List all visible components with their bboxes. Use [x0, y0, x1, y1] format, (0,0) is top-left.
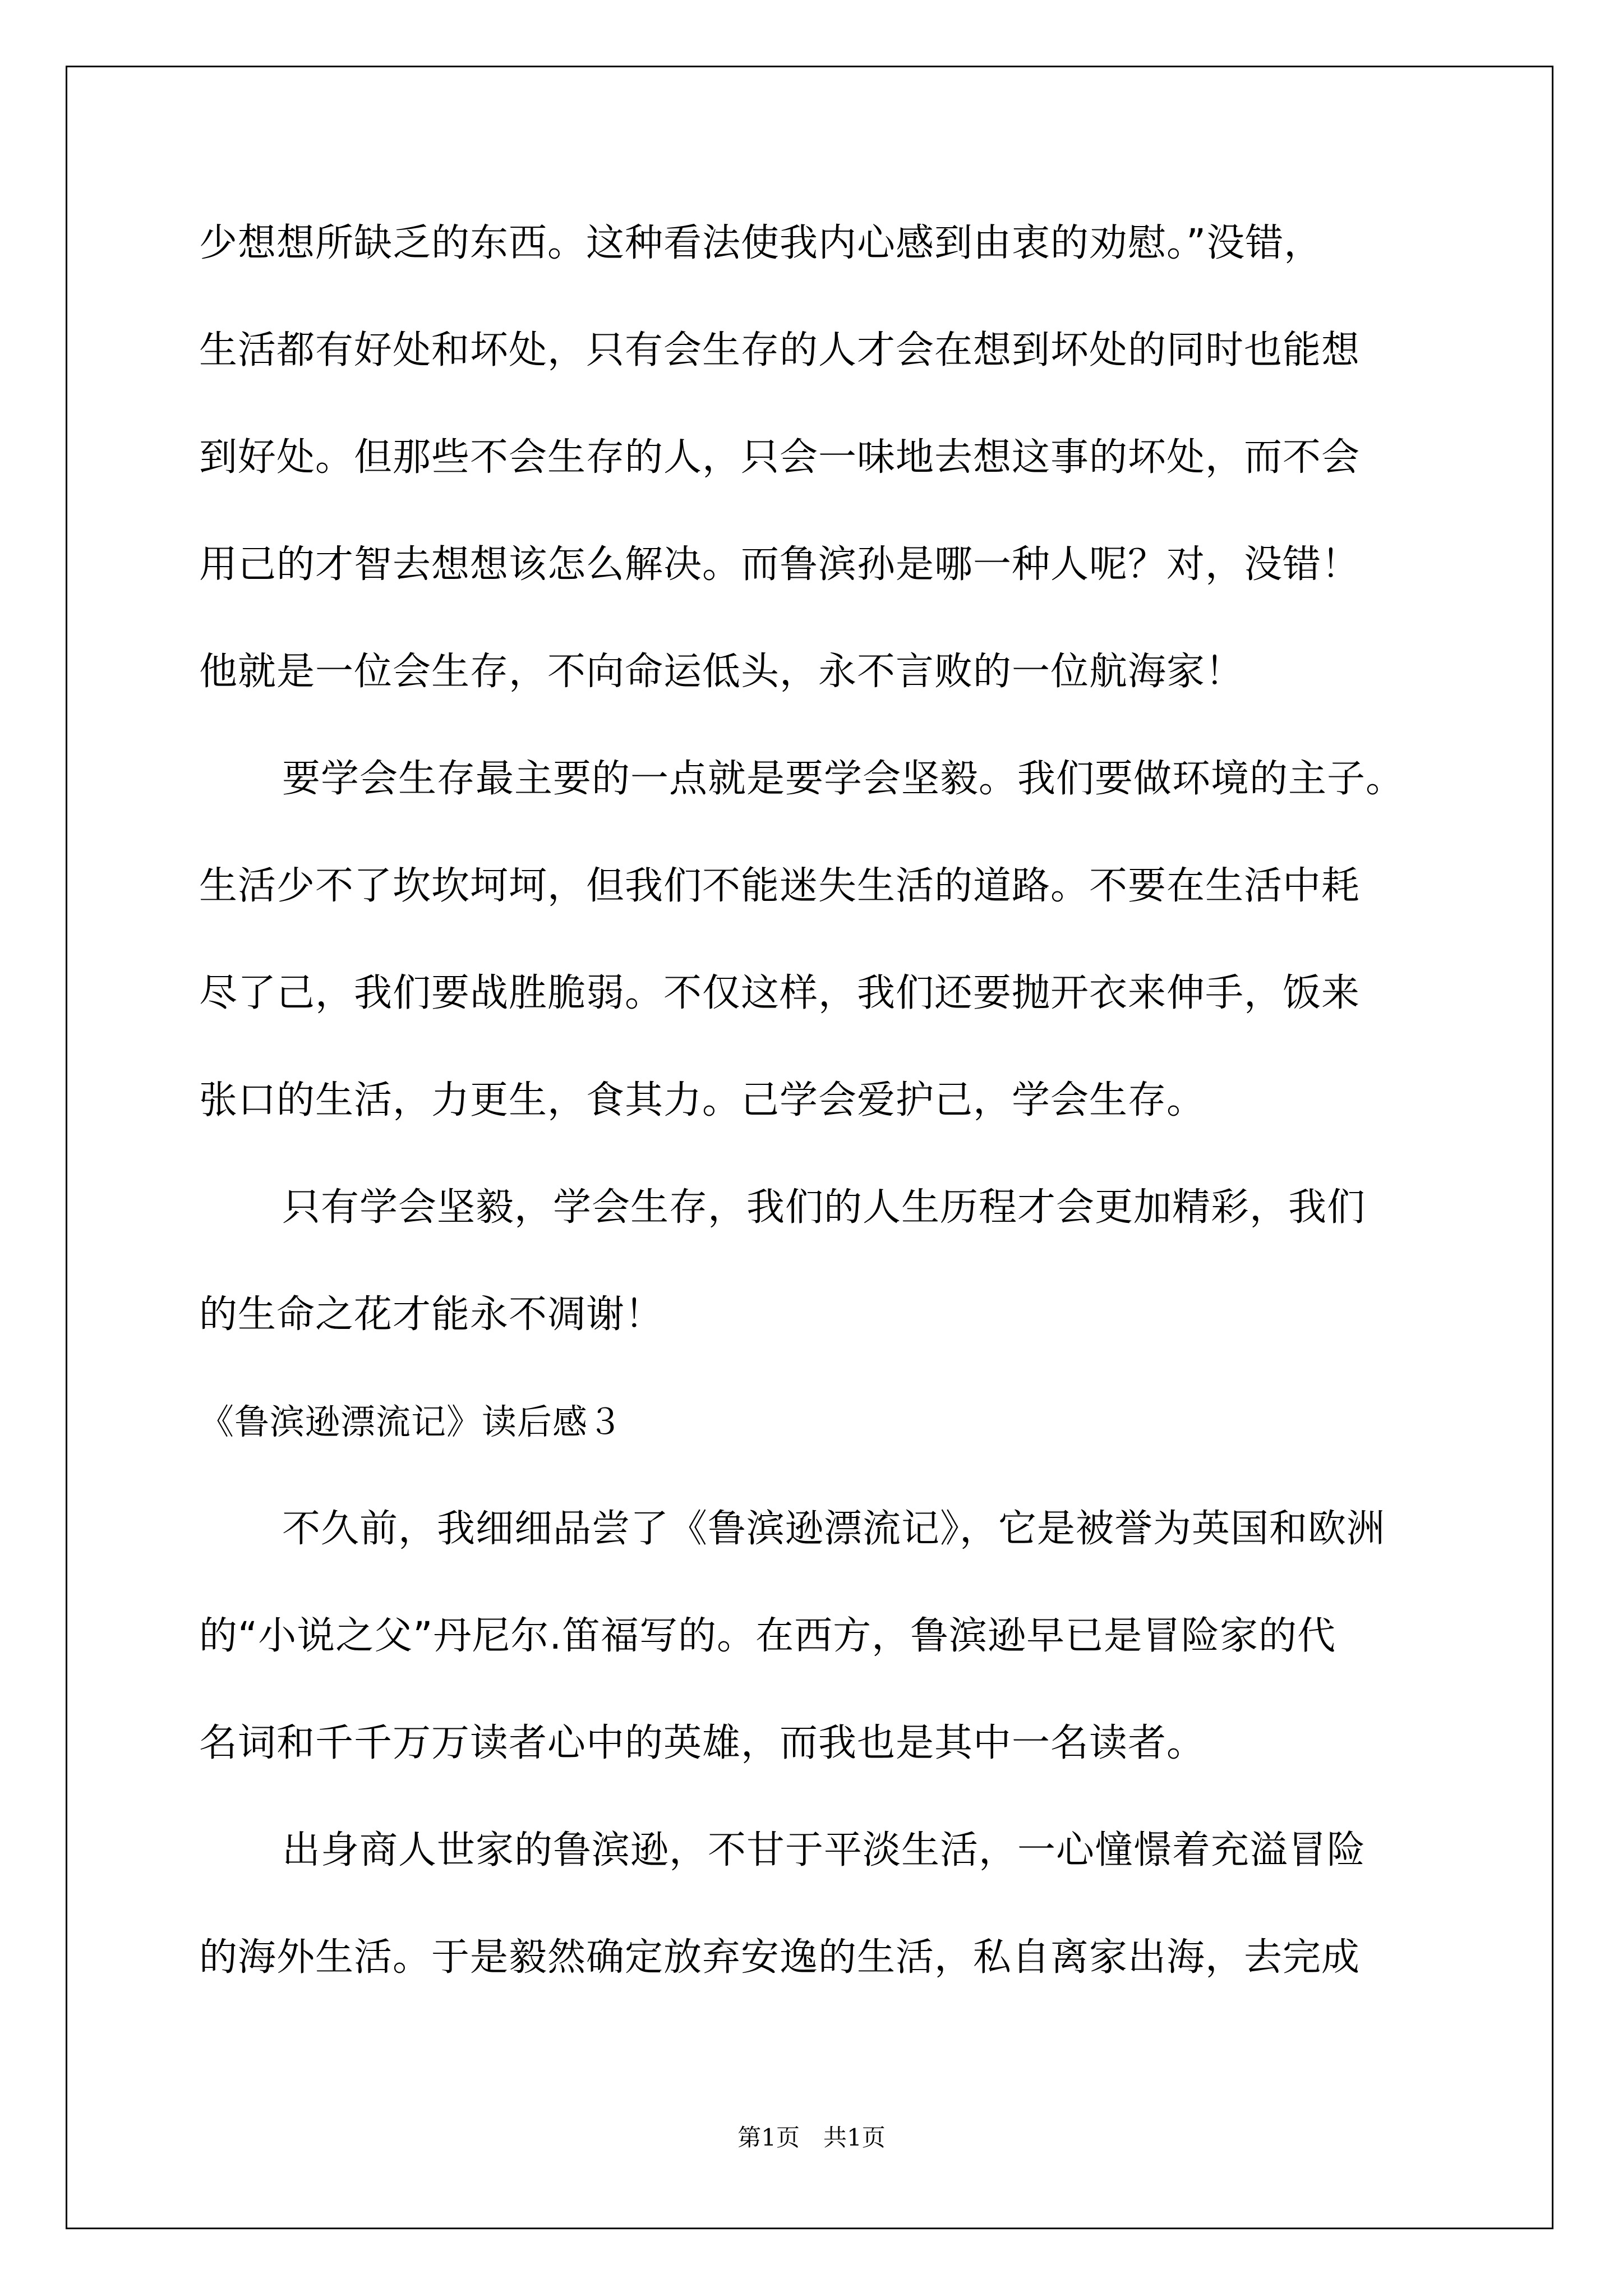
paragraph-start-line: 出身商人世家的鲁滨逊，不甘于平淡生活，一心憧憬着充溢冒险	[282, 1828, 1366, 1872]
text-line: 张口的生活，力更生，食其力。己学会爱护己，学会生存。	[199, 1078, 1206, 1122]
text-line: 名词和千千万万读者心中的英雄，而我也是其中一名读者。	[199, 1721, 1206, 1765]
text-line: 的生命之花才能永不凋谢！	[199, 1292, 664, 1337]
text-line: 的海外生活。于是毅然确定放弃安逸的生活，私自离家出海，去完成	[199, 1935, 1361, 1980]
text-line: 生活少不了坎坎坷坷，但我们不能迷失生活的道路。不要在生活中耗	[199, 864, 1361, 908]
paragraph-start-line: 要学会生存最主要的一点就是要学会坚毅。我们要做环境的主子。	[282, 757, 1405, 801]
text-line: 到好处。但那些不会生存的人，只会一味地去想这事的坏处，而不会	[199, 435, 1361, 480]
section-heading: 《鲁滨逊漂流记》读后感３	[199, 1401, 624, 1442]
text-line: 尽了己，我们要战胜脆弱。不仅这样，我们还要抛开衣来伸手，饭来	[199, 971, 1361, 1015]
document-body	[199, 210, 1433, 2031]
paragraph-start-line: 不久前，我细细品尝了《鲁滨逊漂流记》，它是被誉为英国和欧洲	[282, 1507, 1386, 1551]
text-line: 他就是一位会生存，不向命运低头，永不言败的一位航海家！	[199, 650, 1244, 694]
text-line: 用己的才智去想想该怎么解决。而鲁滨孙是哪一种人呢？对，没错！	[199, 542, 1361, 587]
page-footer: 第1页 共1页	[737, 2124, 886, 2151]
text-line: 的“小说之父”丹尼尔.笛福写的。在西方，鲁滨逊早已是冒险家的代	[199, 1614, 1336, 1658]
text-line: 生活都有好处和坏处，只有会生存的人才会在想到坏处的同时也能想	[199, 328, 1361, 372]
text-line: 少想想所缺乏的东西。这种看法使我内心感到由衷的劝慰。”没错，	[199, 221, 1323, 265]
paragraph-start-line: 只有学会坚毅，学会生存，我们的人生历程才会更加精彩，我们	[282, 1185, 1366, 1230]
